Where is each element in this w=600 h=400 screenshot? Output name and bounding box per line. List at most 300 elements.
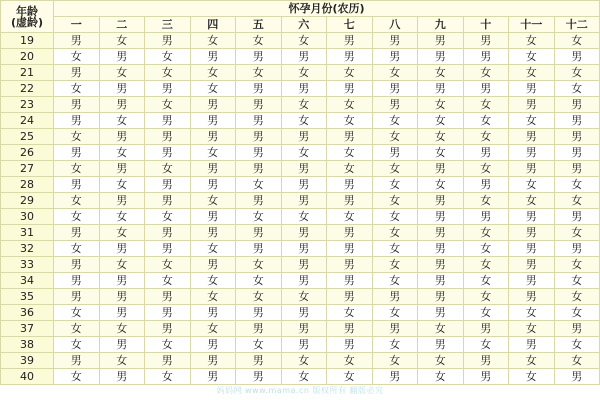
gender-cell: 女 — [463, 225, 509, 241]
gender-cell: 女 — [327, 161, 373, 177]
gender-cell: 女 — [463, 241, 509, 257]
gender-cell: 女 — [372, 113, 418, 129]
gender-cell: 男 — [145, 81, 191, 97]
gender-cell: 男 — [327, 337, 373, 353]
table-row — [1, 273, 600, 289]
gender-cell: 女 — [281, 209, 327, 225]
gender-cell: 女 — [190, 81, 236, 97]
gender-cell: 女 — [281, 369, 327, 385]
age-cell: 33 — [1, 257, 54, 273]
gender-cell: 男 — [463, 145, 509, 161]
age-cell: 26 — [1, 145, 54, 161]
gender-cell: 男 — [145, 289, 191, 305]
gender-cell: 女 — [190, 273, 236, 289]
gender-cell: 女 — [99, 113, 145, 129]
gender-cell: 男 — [99, 97, 145, 113]
gender-cell: 男 — [554, 49, 600, 65]
month-header-7: 七 — [327, 17, 373, 33]
gender-cell: 男 — [418, 225, 464, 241]
month-header-9: 九 — [418, 17, 464, 33]
gender-cell: 男 — [463, 49, 509, 65]
gender-cell: 男 — [236, 129, 282, 145]
gender-cell: 女 — [99, 321, 145, 337]
gender-cell: 男 — [281, 305, 327, 321]
table-row — [1, 209, 600, 225]
gender-cell: 男 — [190, 305, 236, 321]
gender-cell: 女 — [145, 273, 191, 289]
gender-cell: 女 — [554, 225, 600, 241]
gender-cell: 女 — [327, 209, 373, 225]
gender-cell: 男 — [236, 321, 282, 337]
gender-cell: 男 — [554, 97, 600, 113]
gender-cell: 女 — [145, 65, 191, 81]
gender-cell: 女 — [463, 97, 509, 113]
gender-cell: 女 — [54, 241, 100, 257]
gender-cell: 女 — [190, 65, 236, 81]
gender-cell: 男 — [236, 81, 282, 97]
gender-cell: 女 — [190, 289, 236, 305]
gender-cell: 男 — [281, 321, 327, 337]
gender-cell: 男 — [99, 337, 145, 353]
gender-cell: 男 — [463, 321, 509, 337]
gender-cell: 女 — [372, 209, 418, 225]
gender-cell: 女 — [509, 49, 555, 65]
gender-cell: 女 — [463, 305, 509, 321]
gender-cell: 男 — [463, 33, 509, 49]
gender-cell: 女 — [99, 257, 145, 273]
gender-cell: 女 — [54, 49, 100, 65]
gender-cell: 男 — [145, 225, 191, 241]
gender-cell: 男 — [509, 145, 555, 161]
age-cell: 20 — [1, 49, 54, 65]
gender-cell: 女 — [418, 321, 464, 337]
gender-cell: 女 — [99, 209, 145, 225]
gender-cell: 女 — [372, 337, 418, 353]
month-header-5: 五 — [236, 17, 282, 33]
gender-cell: 男 — [509, 129, 555, 145]
table-row — [1, 369, 600, 385]
gender-cell: 女 — [509, 33, 555, 49]
gender-cell: 男 — [145, 193, 191, 209]
gender-cell: 女 — [372, 305, 418, 321]
month-header-10: 十 — [463, 17, 509, 33]
gender-cell: 女 — [418, 65, 464, 81]
gender-cell: 男 — [190, 113, 236, 129]
age-cell: 23 — [1, 97, 54, 113]
gender-cell: 女 — [99, 145, 145, 161]
gender-cell: 女 — [54, 305, 100, 321]
gender-cell: 女 — [554, 289, 600, 305]
gender-cell: 女 — [145, 369, 191, 385]
gender-cell: 男 — [190, 225, 236, 241]
gender-cell: 女 — [281, 33, 327, 49]
table-header-row-title — [1, 1, 600, 17]
gender-cell: 男 — [463, 209, 509, 225]
gender-cell: 男 — [418, 289, 464, 305]
gender-cell: 女 — [281, 289, 327, 305]
gender-cell: 女 — [463, 289, 509, 305]
gender-cell: 女 — [327, 305, 373, 321]
gender-cell: 男 — [327, 241, 373, 257]
gender-cell: 女 — [372, 257, 418, 273]
age-cell: 25 — [1, 129, 54, 145]
gender-cell: 女 — [54, 129, 100, 145]
gender-cell: 女 — [236, 273, 282, 289]
gender-cell: 男 — [190, 49, 236, 65]
gender-cell: 男 — [54, 145, 100, 161]
gender-cell: 男 — [327, 129, 373, 145]
gender-cell: 男 — [236, 305, 282, 321]
gender-cell: 男 — [54, 273, 100, 289]
gender-cell: 男 — [190, 177, 236, 193]
gender-cell: 女 — [554, 177, 600, 193]
gender-cell: 女 — [463, 161, 509, 177]
gender-cell: 女 — [418, 369, 464, 385]
table-row — [1, 337, 600, 353]
gender-cell: 男 — [281, 49, 327, 65]
gender-cell: 男 — [554, 145, 600, 161]
gender-cell: 女 — [509, 65, 555, 81]
gender-cell: 女 — [372, 161, 418, 177]
gender-cell: 男 — [145, 33, 191, 49]
gender-cell: 男 — [54, 177, 100, 193]
age-cell: 29 — [1, 193, 54, 209]
gender-cell: 男 — [190, 129, 236, 145]
gender-cell: 男 — [418, 273, 464, 289]
table-row — [1, 321, 600, 337]
gender-cell: 女 — [236, 177, 282, 193]
age-cell: 36 — [1, 305, 54, 321]
gender-cell: 男 — [372, 33, 418, 49]
gender-cell: 男 — [418, 305, 464, 321]
gender-cell: 女 — [281, 145, 327, 161]
gender-cell: 女 — [281, 113, 327, 129]
gender-cell: 男 — [190, 161, 236, 177]
gender-cell: 男 — [190, 353, 236, 369]
gender-cell: 女 — [372, 353, 418, 369]
gender-cell: 男 — [418, 257, 464, 273]
gender-cell: 男 — [236, 97, 282, 113]
month-header-11: 十一 — [509, 17, 555, 33]
gender-cell: 男 — [509, 337, 555, 353]
gender-cell: 男 — [145, 241, 191, 257]
gender-cell: 女 — [418, 113, 464, 129]
gender-cell: 男 — [463, 353, 509, 369]
month-header-4: 四 — [190, 17, 236, 33]
gender-cell: 男 — [418, 81, 464, 97]
gender-cell: 男 — [190, 97, 236, 113]
gender-cell: 男 — [99, 273, 145, 289]
gender-cell: 男 — [99, 369, 145, 385]
gender-cell: 女 — [145, 49, 191, 65]
age-cell: 21 — [1, 65, 54, 81]
gender-cell: 男 — [509, 225, 555, 241]
gender-cell: 男 — [236, 161, 282, 177]
gender-cell: 女 — [554, 273, 600, 289]
gender-cell: 女 — [327, 113, 373, 129]
gender-cell: 男 — [281, 241, 327, 257]
gender-cell: 男 — [418, 49, 464, 65]
age-cell: 24 — [1, 113, 54, 129]
table-row — [1, 65, 600, 81]
gender-cell: 女 — [372, 225, 418, 241]
gender-cell: 男 — [463, 369, 509, 385]
gender-cell: 男 — [99, 129, 145, 145]
gender-cell: 女 — [554, 193, 600, 209]
table-row — [1, 113, 600, 129]
gender-cell: 女 — [236, 289, 282, 305]
gender-cell: 男 — [509, 209, 555, 225]
gender-cell: 女 — [554, 65, 600, 81]
gender-cell: 男 — [54, 289, 100, 305]
gender-cell: 男 — [509, 97, 555, 113]
age-cell: 30 — [1, 209, 54, 225]
gender-cell: 女 — [54, 161, 100, 177]
watermark-text: 妈妈网 www.mama.cn 版权所有 翻版必究 — [216, 386, 384, 395]
month-header-3: 三 — [145, 17, 191, 33]
age-cell: 39 — [1, 353, 54, 369]
gender-cell: 男 — [54, 257, 100, 273]
gender-cell: 女 — [372, 273, 418, 289]
gender-cell: 男 — [281, 257, 327, 273]
gender-cell: 男 — [145, 129, 191, 145]
gender-cell: 女 — [418, 353, 464, 369]
gender-cell: 男 — [327, 193, 373, 209]
gender-cell: 女 — [418, 97, 464, 113]
gender-cell: 男 — [554, 241, 600, 257]
table-row — [1, 257, 600, 273]
age-cell: 37 — [1, 321, 54, 337]
gender-cell: 女 — [281, 353, 327, 369]
gender-cell: 男 — [145, 145, 191, 161]
gender-cell: 女 — [281, 65, 327, 81]
gender-cell: 女 — [327, 353, 373, 369]
gender-cell: 女 — [145, 97, 191, 113]
gender-cell: 女 — [372, 193, 418, 209]
gender-cell: 男 — [327, 49, 373, 65]
table-row — [1, 49, 600, 65]
age-cell: 34 — [1, 273, 54, 289]
gender-cell: 男 — [418, 337, 464, 353]
gender-cell: 男 — [145, 113, 191, 129]
month-header-1: 一 — [54, 17, 100, 33]
gender-cell: 男 — [236, 145, 282, 161]
gender-cell: 女 — [190, 193, 236, 209]
age-cell: 35 — [1, 289, 54, 305]
gender-cell: 男 — [327, 177, 373, 193]
gender-cell: 男 — [54, 65, 100, 81]
gender-cell: 女 — [99, 353, 145, 369]
gender-cell: 女 — [236, 65, 282, 81]
gender-cell: 男 — [145, 321, 191, 337]
gender-cell: 女 — [554, 33, 600, 49]
gender-cell: 女 — [190, 33, 236, 49]
gender-cell: 男 — [463, 177, 509, 193]
table-row — [1, 129, 600, 145]
gender-cell: 男 — [281, 225, 327, 241]
gender-cell: 男 — [327, 289, 373, 305]
age-cell: 22 — [1, 81, 54, 97]
gender-cell: 男 — [327, 33, 373, 49]
table-row — [1, 177, 600, 193]
gender-cell: 女 — [327, 369, 373, 385]
gender-cell: 男 — [372, 289, 418, 305]
gender-cell: 男 — [554, 113, 600, 129]
gender-cell: 男 — [327, 257, 373, 273]
gender-cell: 男 — [554, 321, 600, 337]
gender-cell: 男 — [372, 321, 418, 337]
gender-cell: 男 — [509, 273, 555, 289]
gender-cell: 女 — [145, 209, 191, 225]
gender-cell: 男 — [236, 369, 282, 385]
gender-cell: 男 — [99, 81, 145, 97]
age-cell: 38 — [1, 337, 54, 353]
gender-cell: 女 — [236, 337, 282, 353]
table-row — [1, 161, 600, 177]
gender-cell: 女 — [327, 65, 373, 81]
table-row — [1, 97, 600, 113]
gender-cell: 男 — [236, 193, 282, 209]
gender-cell: 女 — [554, 353, 600, 369]
gender-cell: 男 — [327, 81, 373, 97]
age-cell: 32 — [1, 241, 54, 257]
gender-cell: 男 — [145, 353, 191, 369]
gender-cell: 女 — [190, 145, 236, 161]
age-cell: 28 — [1, 177, 54, 193]
gender-cell: 男 — [190, 209, 236, 225]
gender-cell: 男 — [281, 177, 327, 193]
gender-cell: 男 — [236, 353, 282, 369]
gender-cell: 男 — [99, 289, 145, 305]
gender-cell: 男 — [99, 49, 145, 65]
gender-cell: 女 — [372, 177, 418, 193]
gender-cell: 男 — [509, 289, 555, 305]
gender-cell: 男 — [418, 33, 464, 49]
table-header-row-months — [1, 17, 600, 33]
gender-cell: 男 — [554, 369, 600, 385]
gender-cell: 女 — [418, 177, 464, 193]
month-header-12: 十二 — [554, 17, 600, 33]
table-row — [1, 145, 600, 161]
gender-cell: 女 — [509, 305, 555, 321]
gender-cell: 男 — [99, 193, 145, 209]
gender-cell: 男 — [554, 161, 600, 177]
gender-cell: 女 — [327, 97, 373, 113]
month-header-2: 二 — [99, 17, 145, 33]
gender-cell: 女 — [509, 193, 555, 209]
gender-cell: 男 — [554, 209, 600, 225]
gender-cell: 女 — [554, 337, 600, 353]
age-column-header — [1, 1, 54, 33]
gender-cell: 女 — [372, 129, 418, 145]
gender-cell: 女 — [54, 209, 100, 225]
gender-cell: 女 — [463, 113, 509, 129]
gender-cell: 女 — [554, 257, 600, 273]
gender-cell: 女 — [372, 65, 418, 81]
gender-cell: 女 — [463, 193, 509, 209]
table-row — [1, 289, 600, 305]
gender-cell: 男 — [190, 337, 236, 353]
gender-cell: 女 — [509, 113, 555, 129]
gender-cell: 男 — [99, 241, 145, 257]
gender-cell: 女 — [190, 321, 236, 337]
table-row — [1, 353, 600, 369]
gender-cell: 男 — [372, 97, 418, 113]
table-row — [1, 33, 600, 49]
chart-title: 怀孕月份(农历) — [54, 1, 600, 17]
gender-cell: 女 — [463, 65, 509, 81]
gender-cell: 女 — [509, 321, 555, 337]
age-header-line-2: (虚龄) — [10, 15, 44, 29]
gender-cell: 男 — [509, 161, 555, 177]
gender-cell: 女 — [463, 337, 509, 353]
table-row — [1, 225, 600, 241]
age-cell: 31 — [1, 225, 54, 241]
gender-cell: 女 — [509, 353, 555, 369]
gender-cell: 男 — [418, 193, 464, 209]
age-cell: 40 — [1, 369, 54, 385]
gender-cell: 男 — [54, 33, 100, 49]
gender-cell: 男 — [236, 49, 282, 65]
gender-cell: 女 — [463, 273, 509, 289]
gender-cell: 女 — [99, 33, 145, 49]
gender-cell: 女 — [236, 209, 282, 225]
table-row — [1, 241, 600, 257]
gender-cell: 女 — [418, 129, 464, 145]
table-row — [1, 305, 600, 321]
gender-cell: 男 — [145, 177, 191, 193]
gender-cell: 女 — [463, 129, 509, 145]
gender-cell: 女 — [509, 369, 555, 385]
gender-cell: 男 — [418, 241, 464, 257]
gender-cell: 女 — [372, 241, 418, 257]
gender-cell: 男 — [281, 161, 327, 177]
gender-cell: 男 — [281, 81, 327, 97]
gender-cell: 男 — [54, 113, 100, 129]
gender-cell: 男 — [372, 49, 418, 65]
gender-cell: 男 — [54, 97, 100, 113]
gender-cell: 女 — [145, 161, 191, 177]
month-header-8: 八 — [372, 17, 418, 33]
gender-cell: 女 — [145, 337, 191, 353]
month-header-6: 六 — [281, 17, 327, 33]
gender-cell: 女 — [54, 193, 100, 209]
gender-cell: 男 — [509, 257, 555, 273]
gender-cell: 女 — [54, 321, 100, 337]
gender-cell: 女 — [99, 65, 145, 81]
gender-cell: 男 — [54, 353, 100, 369]
gender-cell: 男 — [372, 145, 418, 161]
gender-cell: 男 — [327, 273, 373, 289]
gender-cell: 男 — [281, 337, 327, 353]
age-cell: 27 — [1, 161, 54, 177]
gender-cell: 女 — [463, 257, 509, 273]
gender-cell: 女 — [327, 145, 373, 161]
gender-cell: 女 — [281, 97, 327, 113]
gender-cell: 男 — [281, 129, 327, 145]
gender-cell: 男 — [327, 321, 373, 337]
gender-cell: 男 — [418, 161, 464, 177]
gender-cell: 男 — [281, 273, 327, 289]
gender-cell: 女 — [418, 145, 464, 161]
table-row — [1, 193, 600, 209]
gender-cell: 男 — [236, 113, 282, 129]
gender-cell: 男 — [281, 193, 327, 209]
age-cell: 19 — [1, 33, 54, 49]
gender-cell: 女 — [236, 257, 282, 273]
gender-cell: 女 — [54, 81, 100, 97]
gender-cell: 男 — [463, 81, 509, 97]
